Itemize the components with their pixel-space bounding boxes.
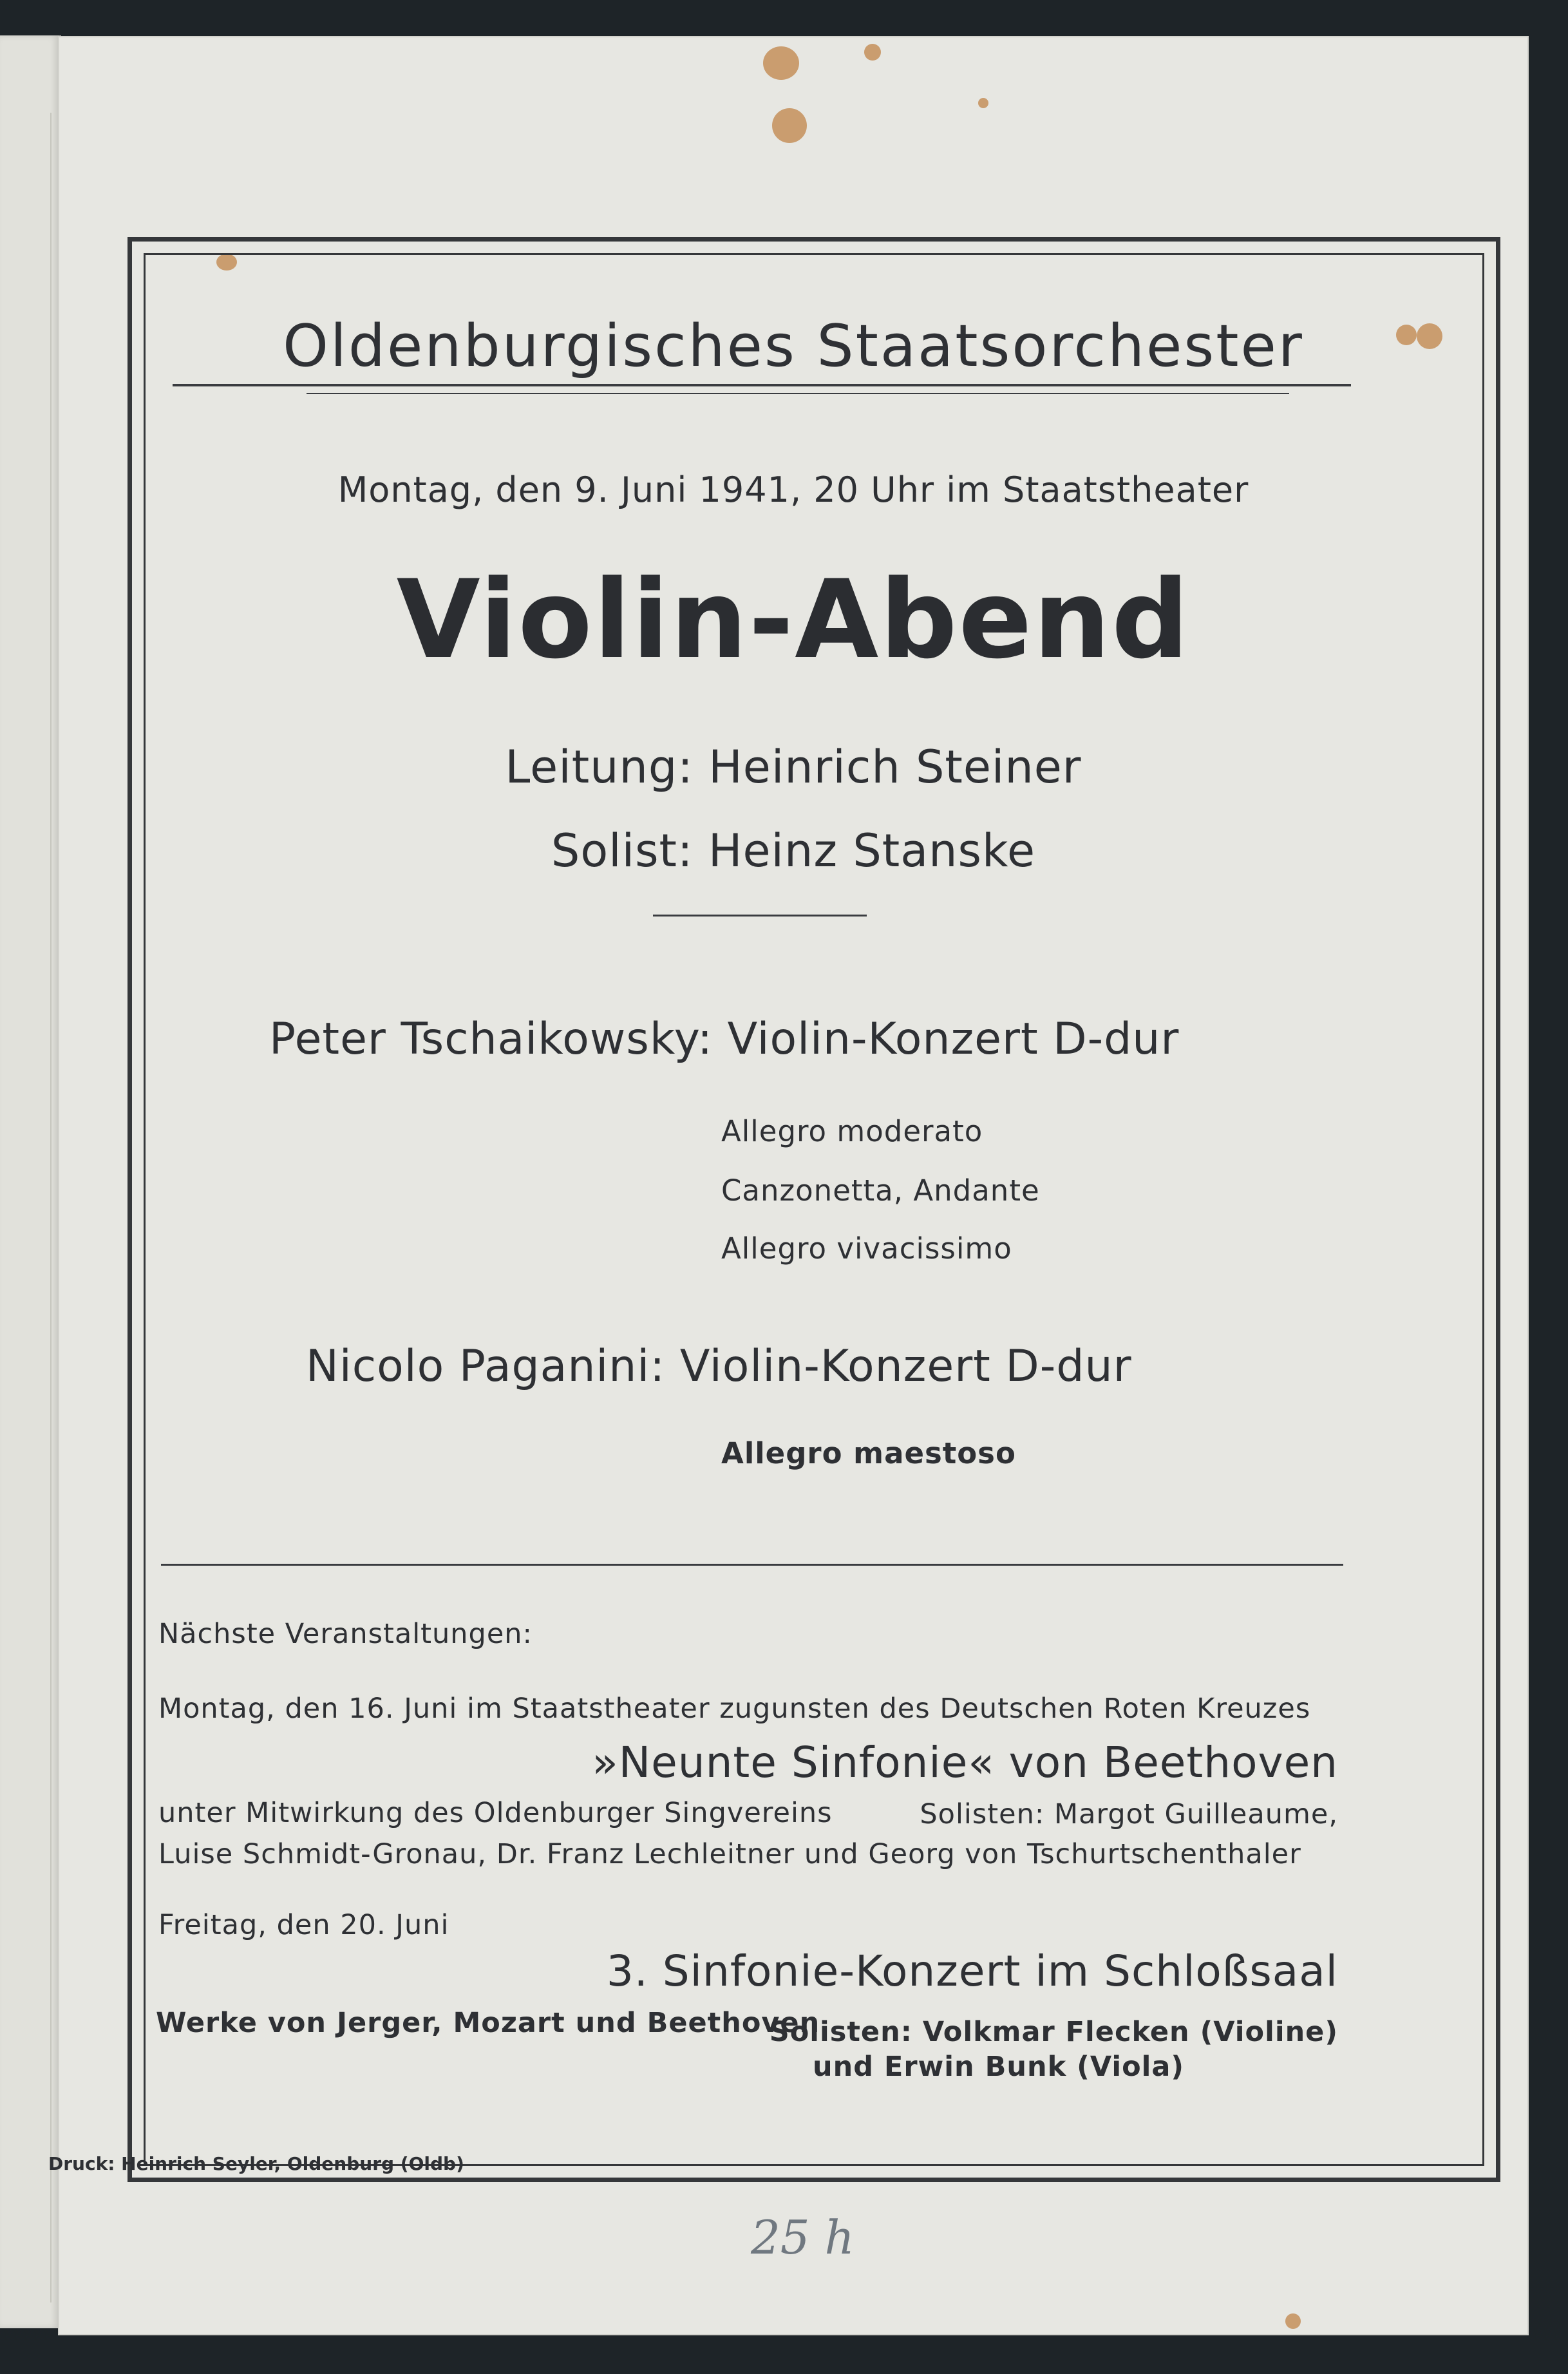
binding-strip — [0, 35, 61, 2328]
double-border-frame — [128, 237, 1500, 2182]
orchestra-name: Oldenburgisches Staatsorchester — [283, 312, 1304, 380]
soloist-line: Solist: Heinz Stanske — [551, 824, 1036, 877]
movement: Allegro moderato — [721, 1114, 983, 1148]
paper-stain — [864, 44, 881, 61]
event-detail: unter Mitwirkung des Oldenburger Singvereins — [158, 1797, 833, 1829]
movement: Allegro maestoso — [721, 1436, 1016, 1470]
paper-stain — [763, 46, 799, 80]
upcoming-heading: Nächste Veranstaltungen: — [158, 1618, 533, 1650]
event-date: Montag, den 16. Juni im Staatstheater zugunsten des Deutschen Roten Kreuzes — [158, 1693, 1311, 1725]
paper-stain — [772, 108, 807, 143]
title-rule — [173, 384, 1351, 386]
event-title: »Neunte Sinfonie« von Beethoven — [592, 1738, 1338, 1787]
program-work: Nicolo Paganini: Violin-Konzert D-dur — [306, 1341, 1132, 1392]
event-detail: Werke von Jerger, Mozart und Beethoven — [156, 2007, 820, 2039]
event-detail: Solisten: Margot Guilleaume, — [920, 1798, 1338, 1830]
event-title: 3. Sinfonie-Konzert im Schloßsaal — [606, 1946, 1338, 1996]
movement: Canzonetta, Andante — [721, 1173, 1040, 1208]
paper-stain — [978, 98, 988, 108]
printer-imprint: Druck: Heinrich Seyler, Oldenburg (Oldb) — [48, 2153, 464, 2174]
short-divider — [653, 915, 867, 916]
concert-title: Violin-Abend — [396, 556, 1191, 683]
program-sheet — [48, 37, 1527, 2334]
section-divider — [161, 1564, 1343, 1566]
program-work: Peter Tschaikowsky: Violin-Konzert D-dur — [269, 1014, 1180, 1065]
paper-stain — [1285, 2313, 1301, 2329]
event-date: Freitag, den 20. Juni — [158, 1909, 449, 1941]
binding-edge — [0, 113, 52, 2303]
concert-date: Montag, den 9. Juni 1941, 20 Uhr im Staatstheater — [337, 470, 1249, 510]
title-rule-secondary — [307, 393, 1289, 394]
handwritten-note: 25 h — [751, 2210, 855, 2265]
inner-border — [144, 253, 1484, 2166]
conductor-line: Leitung: Heinrich Steiner — [505, 741, 1082, 793]
event-detail: Solisten: Volkmar Flecken (Violine) — [769, 2016, 1338, 2048]
event-detail: Luise Schmidt-Gronau, Dr. Franz Lechleitner und Georg von Tschurtschenthaler — [158, 1838, 1301, 1870]
movement: Allegro vivacissimo — [721, 1231, 1012, 1266]
event-detail: und Erwin Bunk (Viola) — [813, 2051, 1185, 2083]
